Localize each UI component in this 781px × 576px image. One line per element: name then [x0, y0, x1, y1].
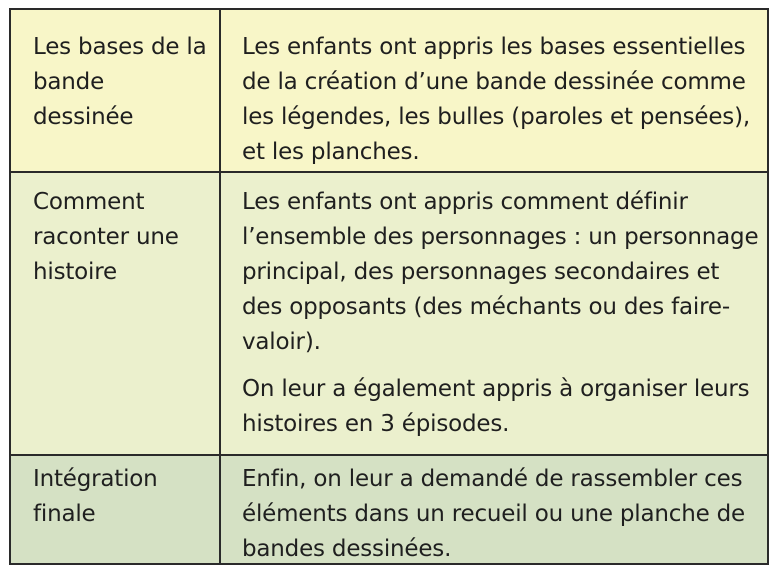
row-label: Comment raconter une histoire — [33, 189, 179, 285]
description-paragraph: Les enfants ont appris comment définir l’ensemble des personnages : un personnage principal, des personnages secondaires et des opposants (des méchants ou des faire-valoir). — [242, 189, 759, 355]
description-paragraph: Les enfants ont appris les bases essentielles de la création d’une bande dessinée comme les légendes, les bulles (paroles et pensées), et les planches. — [242, 34, 750, 165]
row-description — [242, 185, 760, 442]
table-row — [11, 173, 767, 456]
description-paragraph: On leur a également appris à organiser leurs histoires en 3 épisodes. — [242, 376, 750, 437]
row-description — [242, 462, 760, 567]
column-divider — [219, 456, 221, 563]
table-row — [11, 456, 767, 563]
row-label: Les bases de la bande dessinée — [33, 34, 207, 130]
summary-table — [9, 8, 769, 565]
description-paragraph: Enfin, on leur a demandé de rassembler ces éléments dans un recueil ou une planche de bandes dessinées. — [242, 466, 746, 562]
table-row — [11, 10, 767, 173]
column-divider — [219, 10, 221, 171]
row-description — [242, 30, 760, 170]
column-divider — [219, 173, 221, 454]
row-label: Intégration finale — [33, 466, 158, 527]
